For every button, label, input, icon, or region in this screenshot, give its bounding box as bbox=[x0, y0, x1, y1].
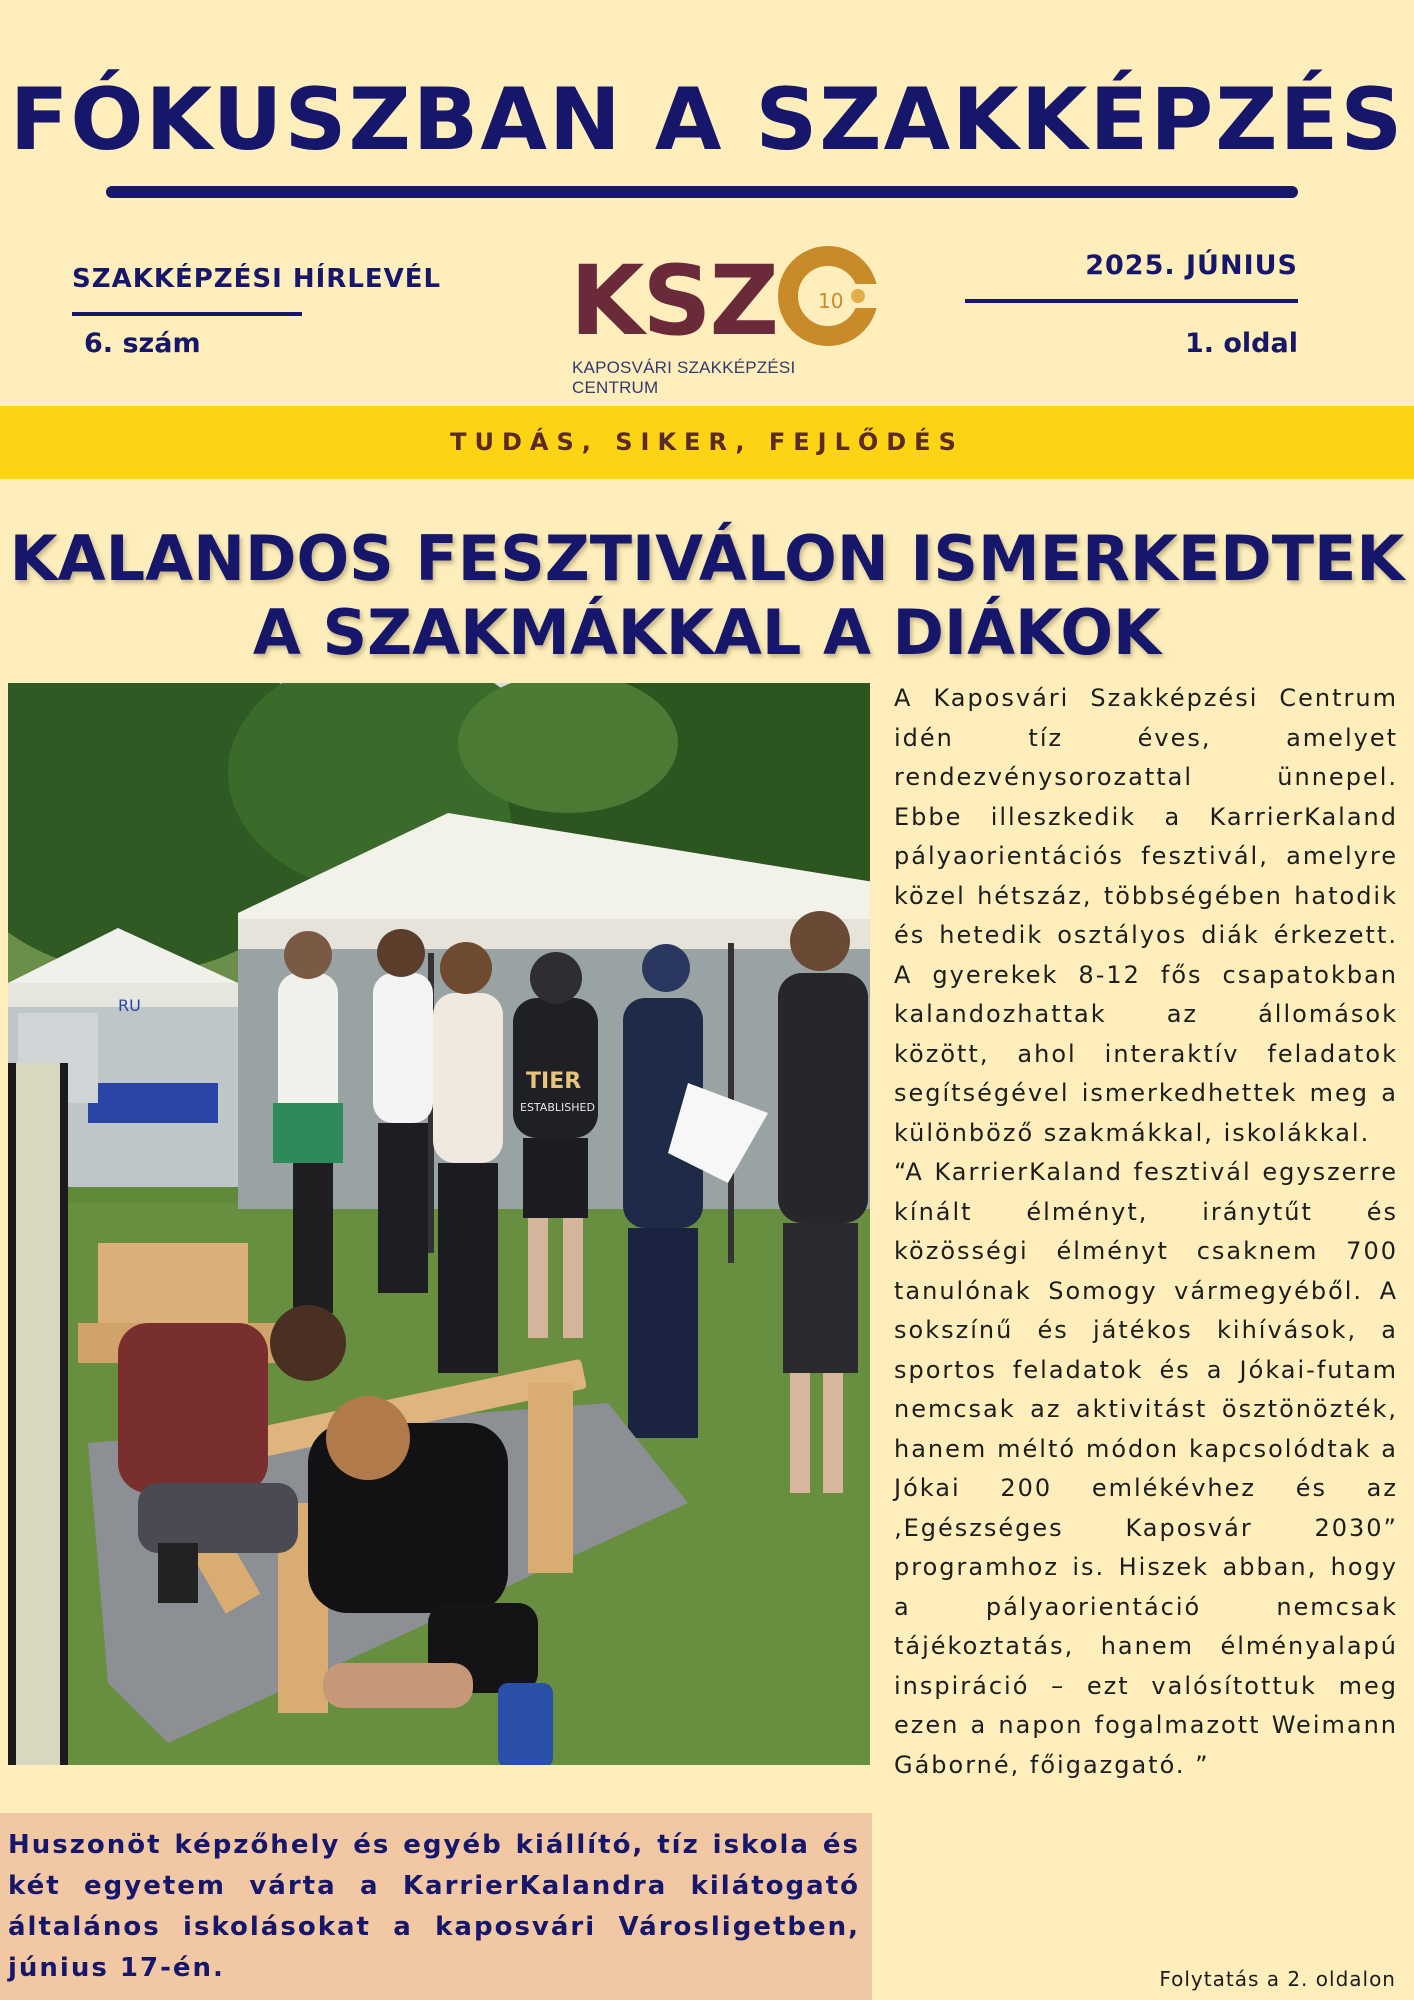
logo-anniversary: 10 bbox=[818, 289, 844, 313]
article-paragraph-1: A Kaposvári Szakképzési Centrum idén tíz éves, amelyet rendezvénysorozattal ünnepel. Ebbe illeszkedik a KarrierKaland pályaorientációs fesztivál, amelyre közel hétszáz, többségében hatodik és hetedik osztályos diák érkezett. A gyerekek 8-12 fős csapatokban kalandozhattak az állomások között, ahol interaktív feladatok segítségével ismerkedhettek meg a különböző szakmákkal, iskolákkal. bbox=[894, 684, 1398, 1147]
continued-note: Folytatás a 2. oldalon bbox=[1159, 1967, 1396, 1991]
divider-left bbox=[72, 312, 302, 316]
page-number: 1. oldal bbox=[1184, 328, 1298, 359]
festival-photo-illustration bbox=[8, 683, 870, 1765]
photo-shirt-text: TIER bbox=[526, 1069, 582, 1094]
logo-letters: KSZ bbox=[570, 246, 778, 356]
article-paragraph-2: “A KarrierKaland fesztivál egyszerre kínált élményt, iránytűt és közösségi élményt csaknem 700 tanulónak Somogy vármegyéből. A sokszínű és játékos kihívások, a sportos feladatok és a Jókai-futam nemcsak az aktivitást ösztönözték, hanem méltó módon kapcsolódtak a Jókai 200 emlékévhez és az ‚Egészséges Kaposvár 2030” programhoz is. Hiszek abban, hogy a pályaorientáció nemcsak tájékoztatás, hanem élményalapú inspiráció – ezt valósítottuk meg ezen a napon fogalmazott Weimann Gáborné, főigazgató. ” bbox=[894, 1158, 1398, 1779]
divider-right bbox=[965, 299, 1298, 303]
headline-line-1: KALANDOS FESZTIVÁLON ISMERKEDTEK bbox=[9, 522, 1405, 595]
headline-line-2: A SZAKMÁKKAL A DIÁKOK bbox=[252, 596, 1162, 669]
photo-banner-text: RU bbox=[118, 996, 141, 1015]
logo-dot bbox=[851, 289, 865, 303]
newsletter-title: FÓKUSZBAN A SZAKKÉPZÉS bbox=[9, 70, 1405, 170]
article-headline bbox=[0, 522, 1414, 670]
article-body bbox=[894, 679, 1398, 1785]
issue-number: 6. szám bbox=[84, 328, 201, 359]
kszc-logo-mark bbox=[570, 246, 880, 356]
title-underline bbox=[106, 186, 1298, 198]
issue-date: 2025. JÚNIUS bbox=[1085, 250, 1298, 281]
logo-caption: KAPOSVÁRI SZAKKÉPZÉSI CENTRUM bbox=[572, 358, 796, 397]
tagline: TUDÁS, SIKER, FEJLŐDÉS bbox=[450, 428, 964, 456]
photo-shirt-subtext: ESTABLISHED bbox=[520, 1101, 595, 1114]
festival-photo bbox=[8, 683, 870, 1765]
newsletter-label: SZAKKÉPZÉSI HÍRLEVÉL bbox=[72, 264, 442, 294]
photo-caption: Huszonöt képzőhely és egyéb kiállító, tíz iskola és két egyetem várta a KarrierKalandra kilátogató általános iskolásokat a kaposvári Városligetben, június 17-én. bbox=[8, 1830, 860, 1983]
